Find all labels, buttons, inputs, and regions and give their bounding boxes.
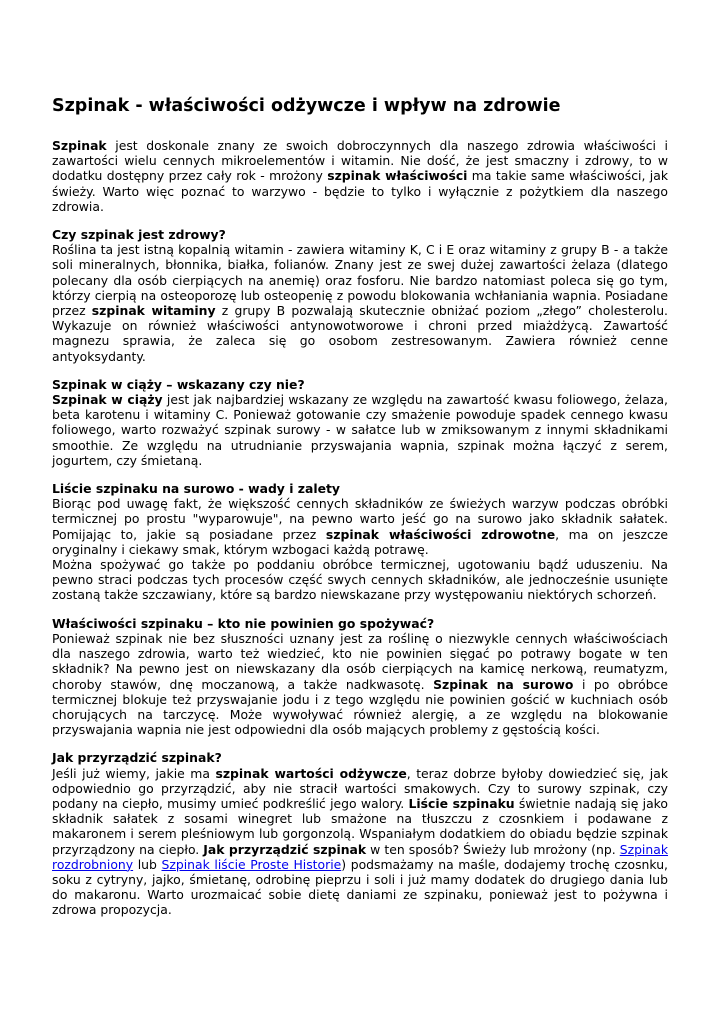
document-page: [52, 95, 668, 918]
text-run: i po obróbce termicznej blokuje też przyswajanie jodu i z tego względu nie powinien gościć w kuchniach osób chorujących na tarczycę. Może wywoływać również alergię, a ze względu na blokowanie przyswajania wapnia nie jest odpowiedni dla osób mających problemy z gęstością kości.: [52, 676, 668, 738]
section-paragraph: [52, 392, 668, 468]
section-title: Czy szpinak jest zdrowy?: [52, 227, 226, 243]
sections-container: [52, 227, 668, 918]
text-run: ma takie same właściwości, jak świeży. Warto więc poznać to warzywo - będzie to tylko i wyłącznie z pożytkiem dla naszego zdrowia.: [52, 168, 668, 214]
section: [52, 377, 668, 468]
text-run: lub: [133, 856, 162, 872]
bold-keyword: Liście szpinaku: [408, 795, 515, 811]
text-run: z grupy B pozwalają skutecznie obniżać poziom „złego” cholesterolu. Wykazuje on również właściwości antynowotworowe i chroni przed miażdżycą. Zawartość magnezu sprawia, że zaleca się go osobom zestresowanym. Zawiera również cenne antyoksydanty.: [52, 303, 668, 364]
bold-keyword: szpinak wartości odżywcze: [215, 765, 407, 781]
text-run: ) podsmażamy na maśle, dodajemy trochę czosnku, soku z cytryny, jajko, śmietanę, odrobinę pieprzu i soli i już mamy dodatek do drugiego dania lub do makaronu. Warto urozmaicać sobie dietę daniami ze szpinaku, ponieważ jest to pożywna i zdrowa propozycja.: [52, 856, 668, 918]
bold-keyword: szpinak witaminy: [91, 303, 216, 319]
text-run: Jeśli już wiemy, jakie ma: [52, 765, 216, 781]
text-run: jest jak najbardziej wskazany ze względu na zawartość kwasu foliowego, żelaza, beta karotenu i witaminy C. Ponieważ gotowanie czy smażenie powoduje spadek cennego kwasu foliowego, warto rozważyć szpinak surowy - w sałatce lub w zmiksowanym z innymi składnikami smoothie. Ze względu na utrudnianie przyswajania wapnia, szpinak można łączyć z serem, jogurtem, czy śmietaną.: [52, 392, 668, 468]
bold-keyword: Szpinak w ciąży: [52, 392, 163, 408]
text-run: Roślina ta jest istną kopalnią witamin - zawiera witaminy K, C i E oraz witaminy z grupy B - a także soli mineralnych, błonnika, białka, folianów. Znany jest ze swej dużej zawartości żelaza (dlatego polecany dla osób cierpiących na anemię) oraz fosforu. Nie bardzo natomiast poleca się go tym, którzy cierpią na osteoporozę lub osteopenię z powodu blokowania wchłaniania wapnia. Posiadane przez: [52, 242, 668, 319]
text-run: jest doskonale znany ze swoich dobroczynnych dla naszego zdrowia właściwości i zawartości wielu cennych mikroelementów i witamin. Nie dość, że jest smaczny i zdrowy, to w dodatku dostępny przez cały rok - mrożony: [52, 138, 668, 184]
text-run: , teraz dobrze byłoby dowiedzieć się, jak odpowiednio go przyrządzić, aby nie stracił wartości smakowych. Czy to surowy szpinak, czy podany na ciepło, musimy umieć podkreślić jego walory.: [52, 765, 669, 811]
text-run: Biorąc pod uwagę fakt, że większość cennych składników ze świeżych warzyw podczas obróbki termicznej po prostu "wyparowuje", na pewno warto jeść go na surowo jako składnik sałatek. Pomijając to, jakie są posiadane przez: [52, 496, 668, 542]
page-title: Szpinak - właściwości odżywcze i wpływ na zdrowie: [52, 96, 561, 116]
bold-keyword: Szpinak na surowo: [433, 676, 574, 692]
section-title: Jak przyrządzić szpinak?: [52, 750, 222, 766]
section-paragraph: [52, 557, 668, 603]
product-link[interactable]: Szpinak liście Proste Historie: [161, 856, 342, 872]
bold-keyword: szpinak właściwości zdrowotne: [325, 526, 556, 542]
section: [52, 481, 668, 603]
section-title: Właściwości szpinaku – kto nie powinien go spożywać?: [52, 615, 435, 631]
text-run: Ponieważ szpinak nie bez słuszności uznany jest za roślinę o niezwykle cennych właściwościach dla naszego zdrowia, warto też wiedzieć, kto nie powinien sięgać po potrawy bogate w ten składnik? Na pewno jest on niewskazany dla osób cierpiących na kamicę nerkową, reumatyzm, choroby stawów, dnę moczanową, a także nadkwasotę.: [52, 630, 668, 692]
section-paragraph: [52, 242, 668, 364]
bold-keyword: szpinak właściwości: [327, 168, 468, 184]
section: [52, 616, 668, 738]
section-paragraph: [52, 631, 668, 737]
bold-keyword: Szpinak: [52, 138, 107, 153]
section: [52, 227, 668, 364]
text-run: , ma on jeszcze oryginalny i ciekawy smak, którym wzbogaci każdą potrawę.: [52, 526, 668, 557]
text-run: w ten sposób? Świeży lub mrożony (np.: [366, 841, 620, 857]
section: [52, 750, 668, 917]
bold-keyword: Jak przyrządzić szpinak: [203, 841, 367, 857]
text-run: świetnie nadają się jako składnik sałatek z sosami winegret lub smażone na tłuszczu z czosnkiem i podawane z makaronem i serem pleśniowym lub gorgonzolą. Wspaniałym dodatkiem do obiadu będzie szpinak przyrządzony na ciepło.: [52, 795, 668, 857]
product-link[interactable]: Szpinak rozdrobniony: [52, 841, 669, 872]
section-title: Szpinak w ciąży – wskazany czy nie?: [52, 376, 305, 392]
section-paragraph: [52, 496, 668, 557]
section-paragraph: [52, 766, 668, 918]
section-title: Liście szpinaku na surowo - wady i zalety: [52, 481, 340, 497]
intro-paragraph: [52, 138, 668, 214]
text-run: Można spożywać go także po poddaniu obróbce termicznej, ugotowaniu bądź uduszeniu. Na pewno straci podczas tych procesów część swych cennych składników, ale jednocześnie usunięte zostaną także szczawiany, które są bardzo niewskazane przy występowaniu niektórych schorzeń.: [52, 557, 668, 603]
